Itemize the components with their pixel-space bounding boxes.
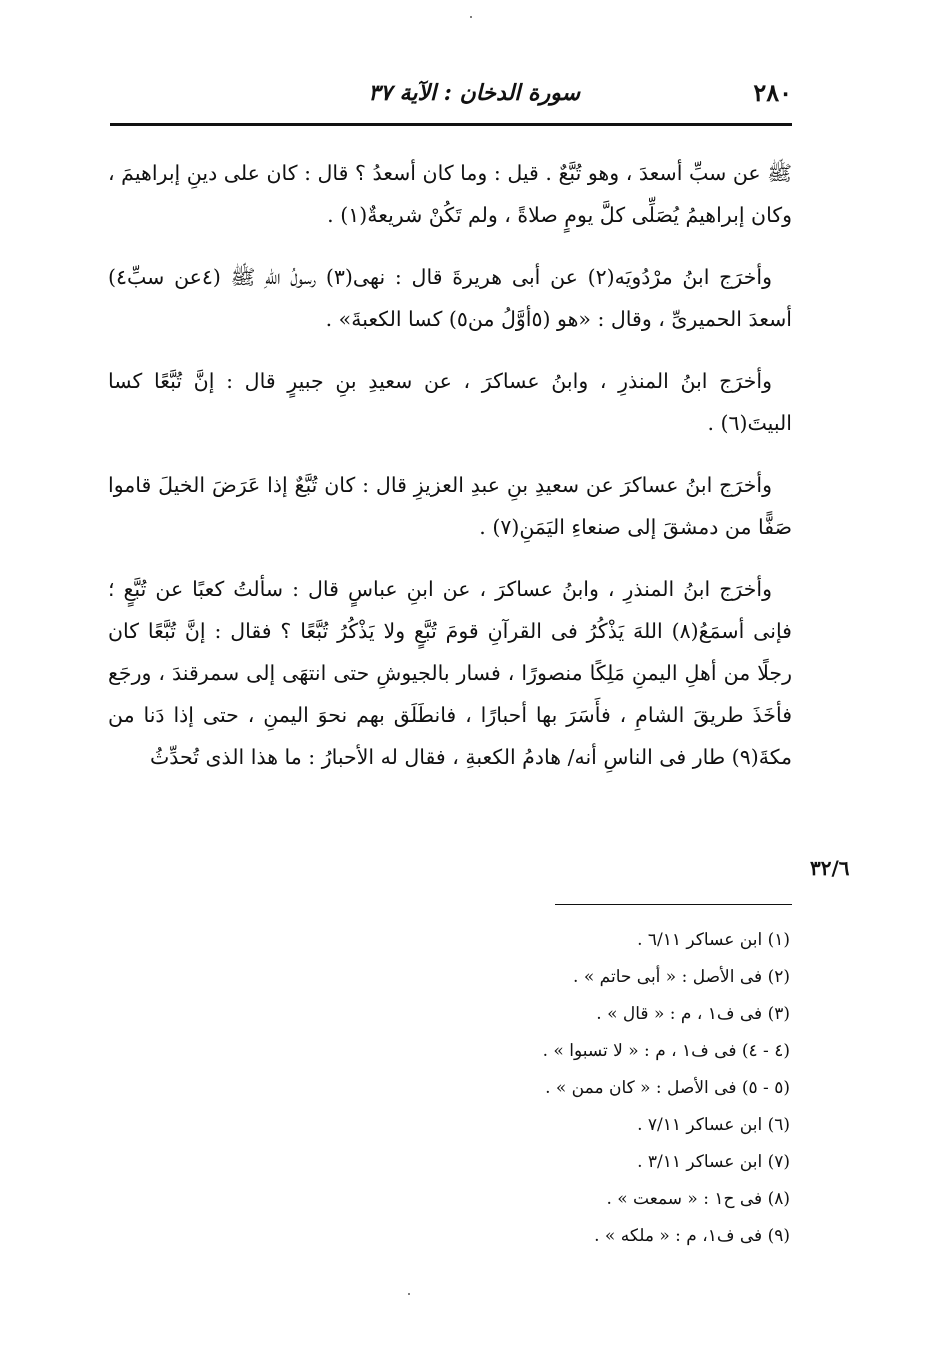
paragraph: وأخرَج ابنُ مرْدُويَه(٢) عن أبى هريرةَ قال : نهى(٣) رسولُ اللهِ ﷺ (٤عن سبِّ٤) أسعدَ الحميرىِّ ، وقال : «هو (٥أوَّلُ من٥) كسا الكعبةَ» . [108,265,792,331]
footnote: (٤ - ٤) فى ف١ ، م : « لا تسبوا » . [542,1041,790,1061]
paragraph: وأخرَج ابنُ المنذرِ ، وابنُ عساكرَ ، عن سعيدِ بنِ جبيرٍ قال : إنَّ تُبَّعًا كسا البيتَ(٦) . [108,369,792,435]
page-number: ٢٨٠ [753,78,792,107]
body-text [108,152,792,798]
footnote: (٣) فى ف١ ، م : « قال » . [596,1004,790,1024]
footnote: (٢) فى الأصل : « أبى حاتم » . [573,967,790,987]
paragraph: وأخرَج ابنُ المنذرِ ، وابنُ عساكرَ ، عن ابنِ عباسٍ قال : سألتُ كعبًا عن تُبَّعٍ ؛ فإنى أسمَعُ(٨) اللهَ يَذْكُرُ فى القرآنِ قومَ تُبَّعٍ ولا يَذْكُرُ تُبَّعًا ؟ فقال : إنَّ تُبَّعًا كان رجلًا من أهلِ اليمنِ مَلِكًا منصورًا ، فسار بالجيوشِ حتى انتهَى إلى سمرقندَ ، ورجَع فأخَذَ طريقَ الشامِ ، فأَسَرَ بها أحبارًا ، فانطَلَق بهم نحوَ اليمنِ ، حتى إذا دَنا من مكةَ(٩) طار فى الناسِ أنه/ هادمُ الكعبةِ ، فقال له الأحبارُ : ما هذا الذى تُحدِّثُ [108,577,792,769]
footnote: (٩) فى ف١، م : « ملكه » . [594,1226,790,1246]
footnote: (٥ - ٥) فى الأصل : « كان ممن » . [545,1078,790,1098]
header-rule [110,123,792,126]
running-title: سورة الدخان : الآية ٣٧ [368,80,580,106]
footnote: (١) ابن عساكر ٦/١١ . [637,930,790,950]
paragraph: وأخرَج ابنُ عساكرَ عن سعيدِ بنِ عبدِ العزيزِ قال : كان تُبَّعٌ إذا عَرَضَ الخيلَ قاموا صَفًّا من دمشقَ إلى صنعاءِ اليَمَنِ(٧) . [108,473,792,539]
footnote: (٧) ابن عساكر ٣/١١ . [637,1152,790,1172]
footnote: (٦) ابن عساكر ٧/١١ . [637,1115,790,1135]
footnote-rule [555,904,792,905]
paragraph: ﷺ عن سبِّ أسعدَ ، وهو تُبَّعٌ . قيل : وما كان أسعدُ ؟ قال : كان على دينِ إبراهيمَ ، وكان إبراهيمُ يُصَلِّى كلَّ يومٍ صلاةً ، ولم تَكُنْ شريعةٌ(١) . [108,161,792,227]
scan-speck [470,16,472,18]
footnote: (٨) فى ح١ : « سمعت » . [606,1189,790,1209]
footnotes [400,922,790,1255]
running-head [112,78,792,114]
margin-reference: ٣٢/٦ [810,856,850,880]
scan-speck [408,1293,410,1295]
